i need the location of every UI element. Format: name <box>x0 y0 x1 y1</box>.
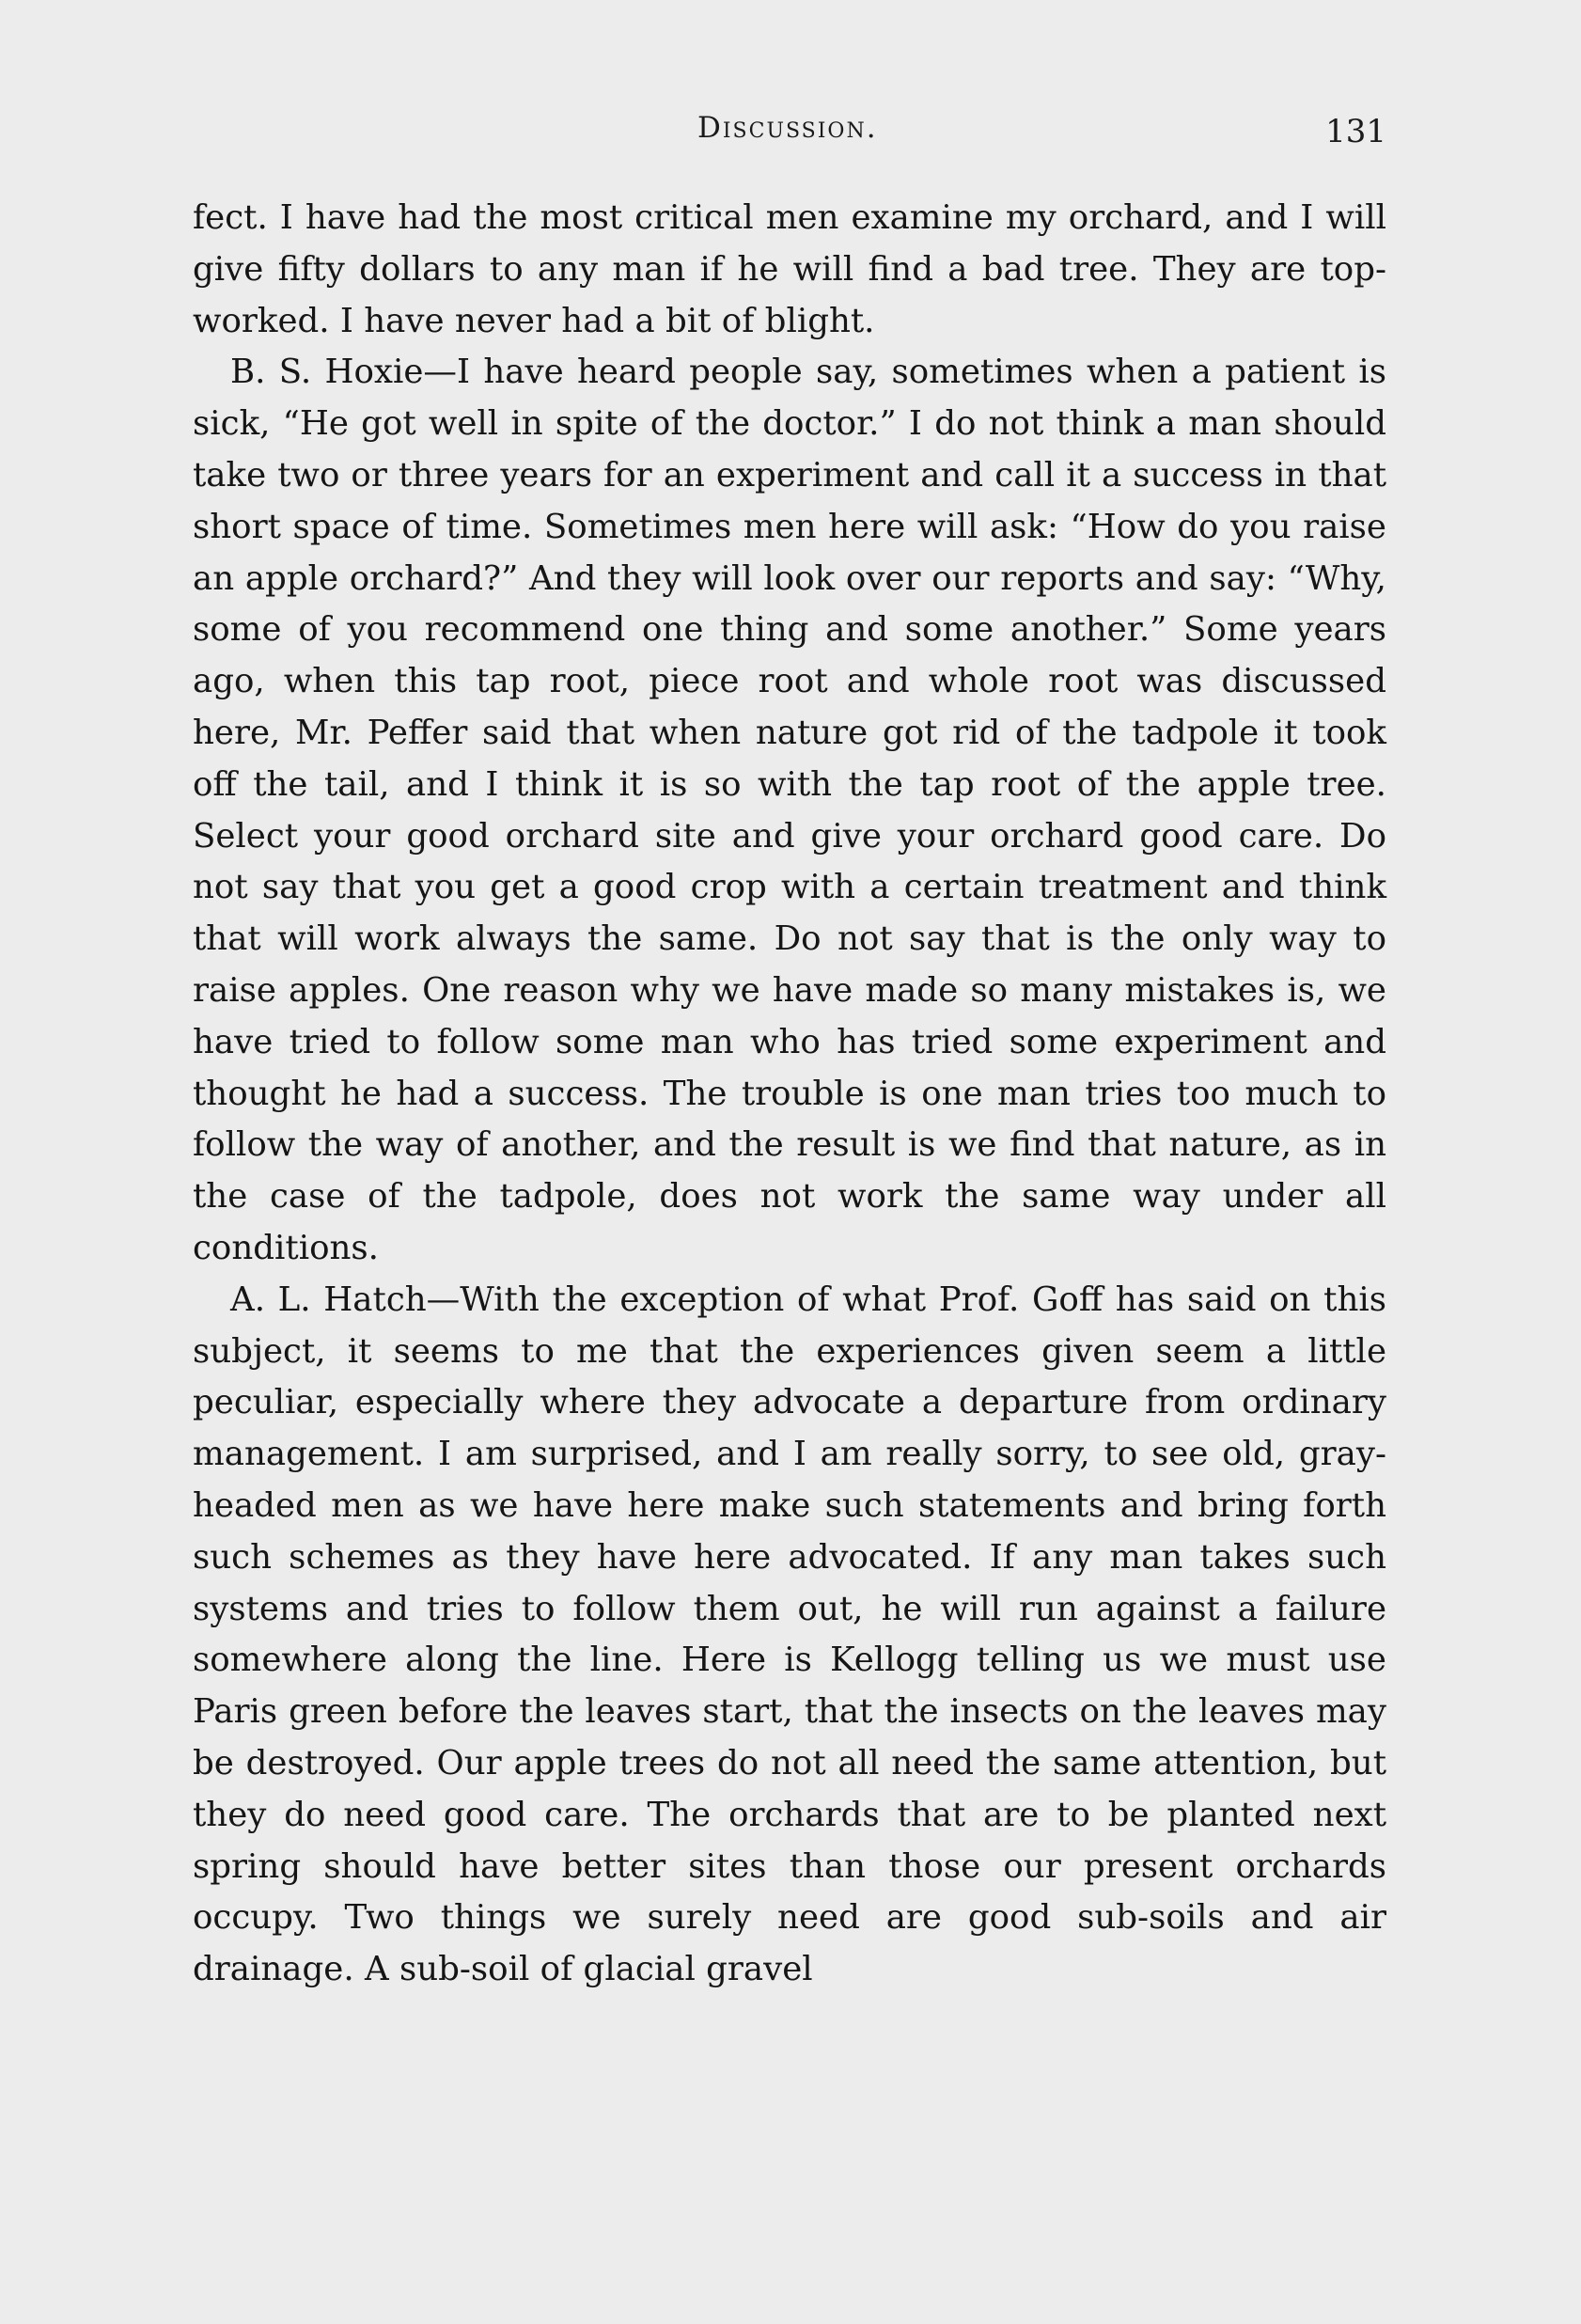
paragraph-continuation: fect. I have had the most critical men examine my orchard, and I will give fifty dollars to any man if he will find a bad tree. They are top-worked. I have never had a bit of blight. <box>193 198 1386 340</box>
paragraph-hoxie: B. S. Hoxie—I have heard people say, sometimes when a patient is sick, “He got well in spite of the doctor.” I do not think a man should take two or three years for an experiment and call it a success in that short space of time. Sometimes men here will ask: “How do you raise an apple orchard?” And they will look over our reports and say: “Why, some of you recommend one thing and some another.” Some years ago, when this tap root, piece root and whole root was discussed here, Mr. Peffer said that when nature got rid of the tadpole it took off the tail, and I think it is so with the tap root of the apple tree. Select your good orchard site and give your orchard good care. Do not say that you get a good crop with a certain treatment and think that will work always the same. Do not say that is the only way to raise apples. One reason why we have made so many mistakes is, we have tried to follow some man who has tried some experiment and thought he had a success. The trouble is one man tries too much to follow the way of another, and the result is we find that nature, as in the case of the tadpole, does not work the same way under all conditions. <box>193 353 1386 1267</box>
running-head: Discussion. <box>697 111 878 145</box>
body-text <box>193 193 1386 1996</box>
page-header <box>188 111 1391 167</box>
page-number: 131 <box>1325 113 1386 150</box>
paragraph-hatch: A. L. Hatch—With the exception of what Prof. Goff has said on this subject, it seems to me that the experiences given seem a little peculiar, especially where they advocate a departure from ordinary management. I am surprised, and I am really sorry, to see old, gray-headed men as we have here make such statements and bring forth such schemes as they have here advocated. If any man takes such systems and tries to follow them out, he will run against a failure somewhere along the line. Here is Kellogg telling us we must use Paris green before the leaves start, that the insects on the leaves may be destroyed. Our apple trees do not all need the same attention, but they do need good care. The orchards that are to be planted next spring should have better sites than those our present orchards occupy. Two things we surely need are good sub-soils and air drainage. A sub-soil of glacial gravel <box>193 1280 1386 1989</box>
